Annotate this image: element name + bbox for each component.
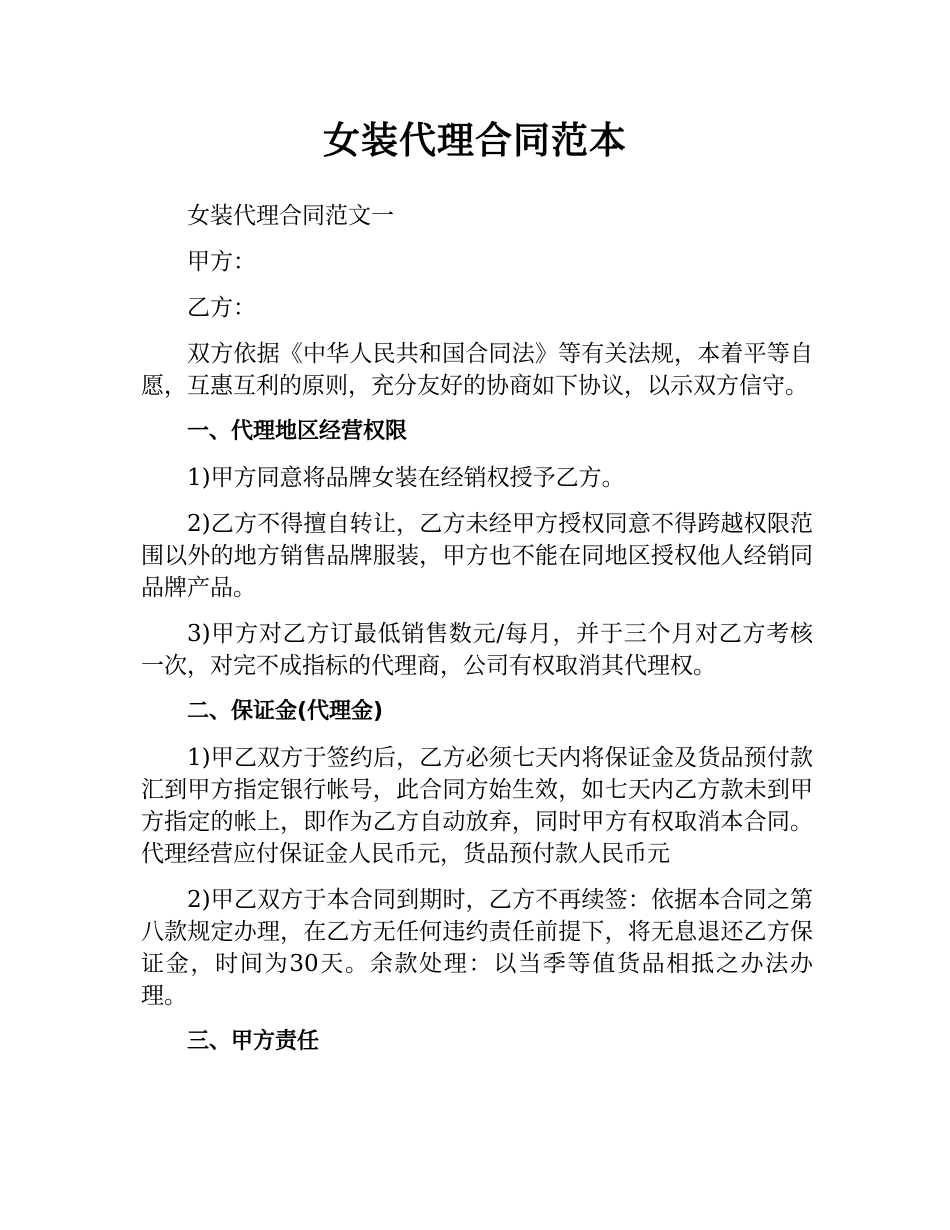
clause-1-3: 3)甲方对乙方订最低销售数元/每月，并于三个月对乙方考核一次，对完不成指标的代理商，公司有权取消其代理权。: [141, 621, 813, 679]
clause-2-1: 1)甲乙双方于签约后，乙方必须七天内将保证金及货品预付款汇到甲方指定银行帐号，此合同方始生效，如七天内乙方款未到甲方指定的帐上，即作为乙方自动放弃，同时甲方有权取消本合同。代理经营应付保证金人民币元，货品预付款人民币元: [141, 745, 813, 867]
document-title: 女装代理合同范本: [323, 119, 627, 162]
clause-2-2: 2)甲乙双方于本合同到期时，乙方不再续签：依据本合同之第八款规定办理，在乙方无任何违约责任前提下，将无息退还乙方保证金，时间为30天。余款处理：以当季等值货品相抵之办法办理。: [141, 887, 813, 1009]
paragraph-subtitle: 女装代理合同范文一: [187, 203, 394, 229]
section-heading-2: 二、保证金(代理金): [187, 699, 384, 724]
paragraph-party-b: 乙方：: [187, 295, 256, 321]
document-body: [141, 200, 813, 1072]
clause-1-1: 1)甲方同意将品牌女装在经销权授予乙方。: [187, 465, 625, 491]
section-heading-1: 一、代理地区经营权限: [187, 419, 408, 444]
section-heading-3: 三、甲方责任: [187, 1029, 320, 1054]
paragraph-party-a: 甲方：: [187, 249, 256, 275]
clause-1-2: 2)乙方不得擅自转让，乙方未经甲方授权同意不得跨越权限范围以外的地方销售品牌服装，甲方也不能在同地区授权他人经销同品牌产品。: [141, 511, 813, 601]
paragraph-preamble: 双方依据《中华人民共和国合同法》等有关法规，本着平等自愿，互惠互利的原则，充分友好的协商如下协议，以示双方信守。: [141, 341, 813, 399]
